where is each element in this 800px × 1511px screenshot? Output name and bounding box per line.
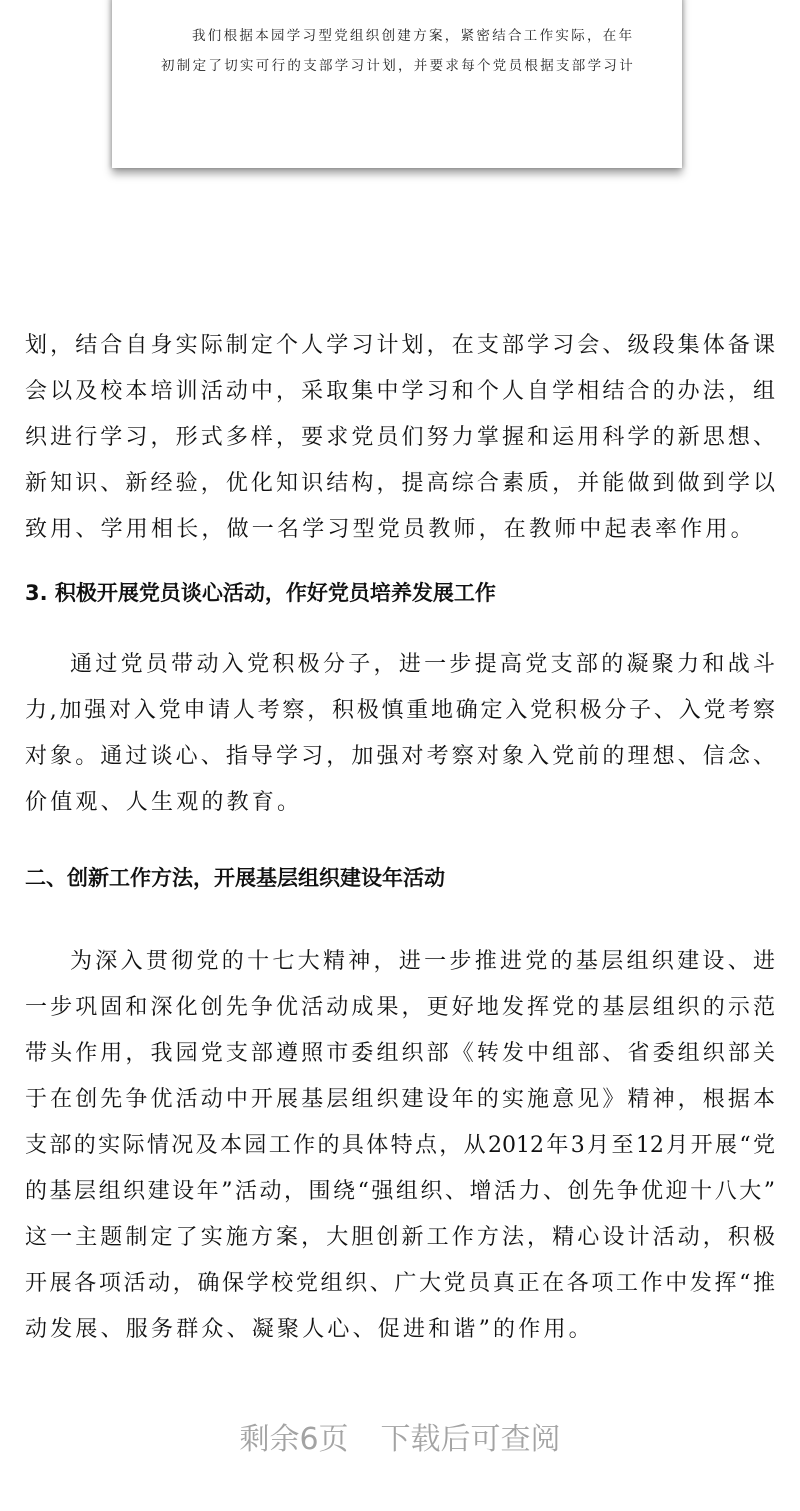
text-line: 一步巩固和深化创先争优活动成果，更好地发挥党的基层组织的示范 xyxy=(25,995,775,1020)
text-line: 这一主题制定了实施方案，大胆创新工作方法，精心设计活动，积极 xyxy=(25,1225,775,1250)
text-line: 织进行学习，形式多样，要求党员们努力掌握和运用科学的新思想、 xyxy=(25,425,775,450)
text-line: 新知识、新经验，优化知识结构，提高综合素质，并能做到做到学以 xyxy=(25,471,775,496)
preview-page-card xyxy=(112,0,682,168)
section-heading-3: 3. 积极开展党员谈心活动，作好党员培养发展工作 xyxy=(25,581,496,605)
text-line: 为深入贯彻党的十七大精神，进一步推进党的基层组织建设、进 xyxy=(70,949,775,974)
section-heading-2: 二、创新工作方法，开展基层组织建设年活动 xyxy=(25,866,445,890)
text-line: 致用、学用相长，做一名学习型党员教师，在教师中起表率作用。 xyxy=(25,517,756,542)
text-line: 的基层组织建设年”活动，围绕“强组织、增活力、创先争优迎十八大” xyxy=(25,1179,775,1204)
text-line: 动发展、服务群众、凝聚人心、促进和谐”的作用。 xyxy=(25,1317,594,1342)
text-line: 力,加强对入党申请人考察，积极慎重地确定入党积极分子、入党考察 xyxy=(25,698,775,723)
text-line: 会以及校本培训活动中，采取集中学习和个人自学相结合的办法，组 xyxy=(25,379,775,404)
text-line: 通过党员带动入党积极分子，进一步提高党支部的凝聚力和战斗 xyxy=(70,652,775,677)
text-line: 于在创先争优活动中开展基层组织建设年的实施意见》精神，根据本 xyxy=(25,1087,775,1112)
preview-line: 我们根据本园学习型党组织创建方案，紧密结合工作实际，在年 xyxy=(192,28,635,44)
text-line: 支部的实际情况及本园工作的具体特点，从2012年3月至12月开展“党 xyxy=(25,1133,775,1158)
download-prompt[interactable] xyxy=(0,1414,800,1458)
text-line: 价值观、人生观的教育。 xyxy=(25,790,303,815)
remaining-pages-label[interactable]: 剩余6页 xyxy=(239,1422,349,1457)
text-line: 带头作用，我园党支部遵照市委组织部《转发中组部、省委组织部关 xyxy=(25,1041,775,1066)
text-line: 对象。通过谈心、指导学习，加强对考察对象入党前的理想、信念、 xyxy=(25,744,775,769)
preview-line: 初制定了切实可行的支部学习计划，并要求每个党员根据支部学习计 xyxy=(161,58,635,74)
text-line: 开展各项活动，确保学校党组织、广大党员真正在各项工作中发挥“推 xyxy=(25,1271,775,1296)
download-to-view-label[interactable]: 下载后可查阅 xyxy=(380,1422,561,1457)
text-line: 划，结合自身实际制定个人学习计划，在支部学习会、级段集体备课 xyxy=(25,333,775,358)
